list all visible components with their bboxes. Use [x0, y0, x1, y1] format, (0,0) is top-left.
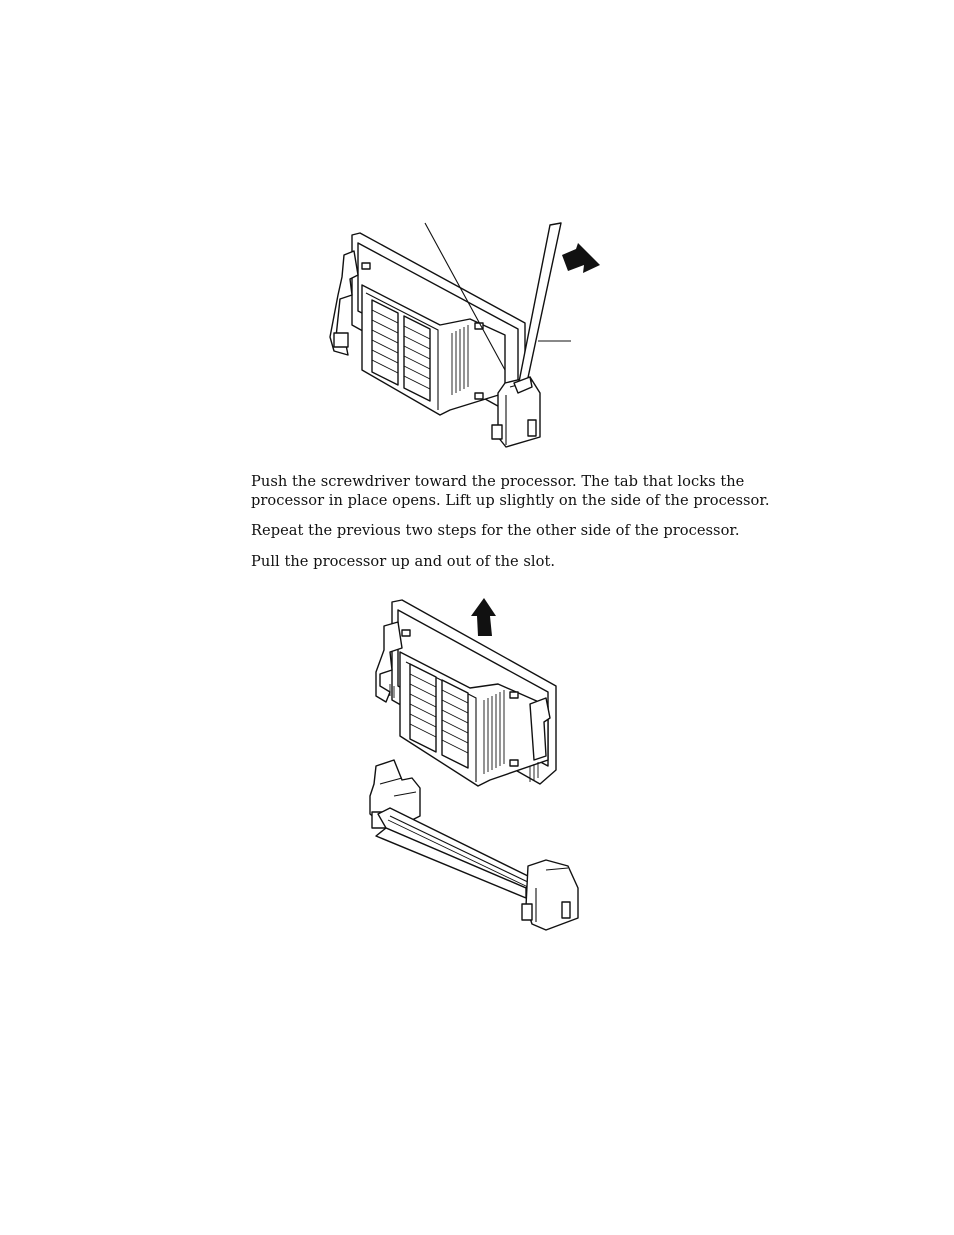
processor-removal-illustration [350, 588, 595, 940]
slot-connector [370, 760, 578, 930]
instruction-step: Push the screwdriver toward the processor. The tab that locks the processor in place opens. Lift up slightly on the side of the processor. [251, 473, 770, 509]
instruction-step: Pull the processor up and out of the slot. [251, 553, 556, 570]
up-arrow-icon [471, 598, 496, 636]
push-arrow-icon [562, 243, 600, 273]
screwdriver-release-illustration [300, 215, 600, 455]
screwdriver-release-figure [300, 215, 600, 455]
instruction-step: Repeat the previous two steps for the other side of the processor. [251, 522, 740, 539]
processor-removal-figure [350, 588, 595, 940]
